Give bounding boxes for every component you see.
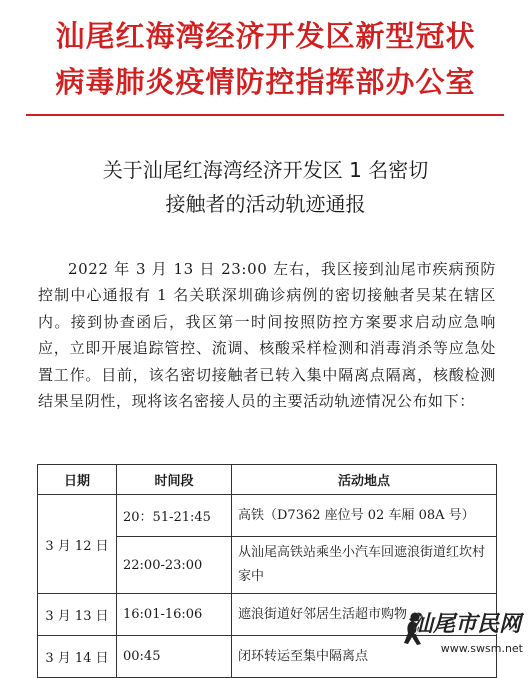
time-cell: 16:01-16:06 — [117, 594, 232, 636]
notice-paragraph: 2022 年 3 月 13 日 23:00 左右，我区接到汕尾市疾病预防控制中心通报有 1 名关联深圳确诊病例的密切接触者吴某在辖区内。接到协查函后，我区第一时间按照防控方案要求启动应急响应，立即开展追踪管控、流调、核酸采样检测和消毒消杀等应急处置工作。目前，该名密切接触者已转入集中隔离点隔离，核酸检测结果呈阴性，现将该名密接人员的主要活动轨迹情况公布如下： — [38, 260, 496, 411]
date-cell: 3 月 14 日 — [38, 636, 117, 678]
time-cell: 22:00-23:00 — [117, 537, 232, 594]
location-cell: 高铁（D7362 座位号 02 车厢 08A 号） — [232, 495, 497, 537]
location-cell: 闭环转运至集中隔离点 — [232, 636, 497, 678]
table-header-row — [38, 465, 497, 495]
time-cell: 00:45 — [117, 636, 232, 678]
table-row — [38, 495, 497, 537]
date-cell: 3 月 12 日 — [38, 495, 117, 594]
watermark-url: www.swsm.net — [440, 642, 523, 655]
location-cell: 遮浪街道好邻居生活超市购物 — [232, 594, 497, 636]
site-watermark — [400, 605, 525, 655]
issuer-header-line-2: 病毒肺炎疫情防控指挥部办公室 — [55, 65, 476, 99]
column-header-time: 时间段 — [117, 465, 232, 495]
time-cell: 20：51-21:45 — [117, 495, 232, 537]
document-title-line-2: 接触者的活动轨迹通报 — [165, 192, 366, 216]
watermark-text: 汕尾市民网 — [410, 611, 521, 637]
issuer-header-line-1: 汕尾红海湾经济开发区新型冠状 — [55, 19, 476, 53]
header-divider — [26, 114, 504, 116]
document-title-line-1: 关于汕尾红海湾经济开发区 1 名密切 — [102, 158, 429, 182]
location-cell: 从汕尾高铁站乘坐小汽车回遮浪街道红坎村家中 — [232, 537, 497, 594]
column-header-location: 活动地点 — [232, 465, 497, 495]
date-cell: 3 月 13 日 — [38, 594, 117, 636]
column-header-date: 日期 — [38, 465, 117, 495]
